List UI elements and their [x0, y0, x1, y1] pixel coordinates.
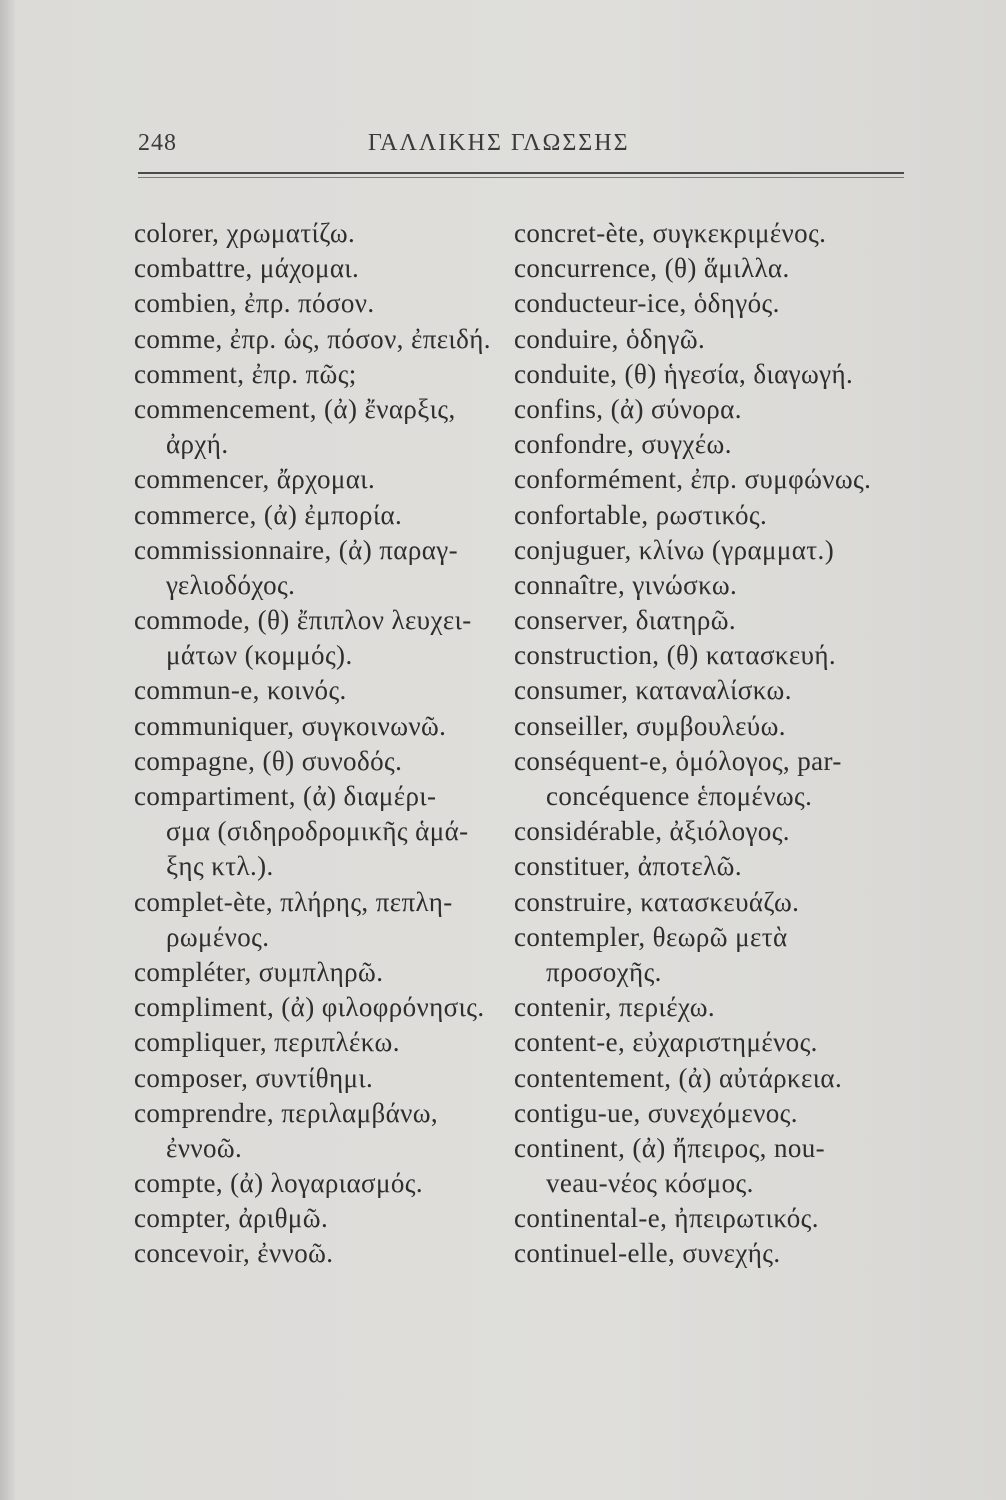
dictionary-entry-line: concéquence ἑπομένως. [546, 781, 813, 811]
dictionary-entry-line: ἀρχή. [166, 429, 229, 460]
dictionary-entry-line: comprendre, περιλαμβάνω, [134, 1097, 439, 1128]
dictionary-entry-line: commencement, (ἀ) ἔναρξις, [134, 393, 456, 424]
dictionary-entry-line: continent, (ἀ) ἤπειρος, nou- [514, 1132, 826, 1163]
dictionary-entry-line: colorer, χρωματίζω. [134, 218, 356, 248]
dictionary-entry-line: confortable, ρωστικός. [514, 499, 768, 530]
dictionary-entry-line: compagne, (θ) συνοδός. [134, 745, 403, 776]
dictionary-entry-line: commencer, ἄρχομαι. [134, 464, 376, 495]
dictionary-entry-line: προσοχῆς. [546, 956, 662, 987]
dictionary-entry-line: commerce, (ἀ) ἐμπορία. [134, 499, 403, 530]
page-spine-shadow [0, 0, 14, 1500]
dictionary-entry-line: γελιοδόχος. [166, 569, 296, 600]
dictionary-entry-line: conserver, διατηρῶ. [514, 605, 737, 636]
dictionary-entry-line: complet-ète, πλήρης, πεπλη- [134, 886, 453, 917]
dictionary-entry-line: ἐννοῶ. [166, 1132, 243, 1163]
dictionary-entry-line: conséquent-e, ὁμόλογος, par- [514, 745, 842, 776]
dictionary-entry-line: connaître, γινώσκω. [514, 569, 738, 600]
dictionary-entry-line: compliment, (ἀ) φιλοφρόνησις. [134, 992, 485, 1023]
dictionary-entry-line: conformément, ἐπρ. συμφώνως. [514, 464, 872, 495]
page-number: 248 [138, 130, 177, 156]
dictionary-entry-line: conseiller, συμβουλεύω. [514, 710, 786, 741]
left-column [134, 216, 519, 1272]
dictionary-entry-line: compte, (ἀ) λογαριασμός. [134, 1168, 423, 1199]
right-column [514, 216, 899, 1272]
dictionary-entry-line: constituer, ἀποτελῶ. [514, 851, 742, 882]
dictionary-entry-line: concret-ète, συγκεκριμένος. [514, 218, 827, 248]
dictionary-entry-line: construction, (θ) κατασκευή. [514, 640, 837, 671]
dictionary-entry-line: continental-e, ἠπειρωτικός. [514, 1203, 819, 1234]
dictionary-entry-line: contenir, περιέχω. [514, 992, 716, 1023]
dictionary-entry-line: conducteur-ice, ὁδηγός. [514, 288, 780, 319]
dictionary-entry-line: commode, (θ) ἔπιπλον λευχει- [134, 605, 472, 636]
dictionary-entry-line: compter, ἀριθμῶ. [134, 1203, 329, 1234]
dictionary-entry-line: compléter, συμπληρῶ. [134, 956, 384, 987]
dictionary-entry-line: confondre, συγχέω. [514, 429, 732, 460]
page-header [138, 130, 908, 170]
dictionary-entry-line: content-e, εὐχαριστημένος. [514, 1027, 818, 1058]
dictionary-entry-line: consumer, καταναλίσκω. [514, 675, 792, 706]
dictionary-entry-line: composer, συντίθημι. [134, 1062, 374, 1093]
dictionary-entry-line: concurrence, (θ) ἅμιλλα. [514, 253, 790, 284]
dictionary-entry-line: confins, (ἀ) σύνορα. [514, 393, 742, 424]
dictionary-entry-line: veau-νέος κόσμος. [546, 1168, 754, 1199]
dictionary-entry-line: continuel-elle, συνεχής. [514, 1238, 781, 1269]
dictionary-entry-line: compliquer, περιπλέκω. [134, 1027, 400, 1058]
dictionary-entry-line: combattre, μάχομαι. [134, 253, 360, 284]
dictionary-entry-line: conduire, ὁδηγῶ. [514, 323, 706, 354]
dictionary-entry-line: conduite, (θ) ἡγεσία, διαγωγή. [514, 358, 854, 389]
dictionary-entry-line: comment, ἐπρ. πῶς; [134, 358, 357, 389]
dictionary-entry-line: comme, ἐπρ. ὡς, πόσον, ἐπειδή. [134, 323, 491, 354]
dictionary-entry-line: contempler, θεωρῶ μετὰ [514, 921, 788, 952]
dictionary-entry-line: considérable, ἀξιόλογος. [514, 816, 790, 847]
dictionary-entry-line: commissionnaire, (ἀ) παραγ- [134, 534, 458, 565]
dictionary-entry-line: compartiment, (ἀ) διαμέρι- [134, 781, 437, 811]
running-title: ΓΑΛΛΙΚΗΣ ΓΛΩΣΣΗΣ [368, 130, 630, 156]
header-rule-thin [138, 177, 904, 178]
header-rule [138, 172, 904, 174]
dictionary-entry-line: conjuguer, κλίνω (γραμματ.) [514, 534, 835, 565]
dictionary-entry-line: construire, κατασκευάζω. [514, 886, 800, 917]
dictionary-entry-line: σμα (σιδηροδρομικῆς ἁμά- [166, 816, 469, 847]
dictionary-entry-line: ρωμένος. [166, 921, 270, 952]
dictionary-entry-line: communiquer, συγκοινωνῶ. [134, 710, 447, 741]
dictionary-entry-line: commun-e, κοινός. [134, 675, 347, 706]
dictionary-entry-line: μάτων (κομμός). [166, 640, 353, 671]
dictionary-entry-line: ξης κτλ.). [166, 851, 274, 882]
dictionary-entry-line: contentement, (ἀ) αὐτάρκεια. [514, 1062, 843, 1093]
dictionary-entry-line: combien, ἐπρ. πόσον. [134, 288, 375, 319]
dictionary-entry-line: contigu-ue, συνεχόμενος. [514, 1097, 798, 1128]
dictionary-entry-line: concevoir, ἐννοῶ. [134, 1238, 334, 1269]
